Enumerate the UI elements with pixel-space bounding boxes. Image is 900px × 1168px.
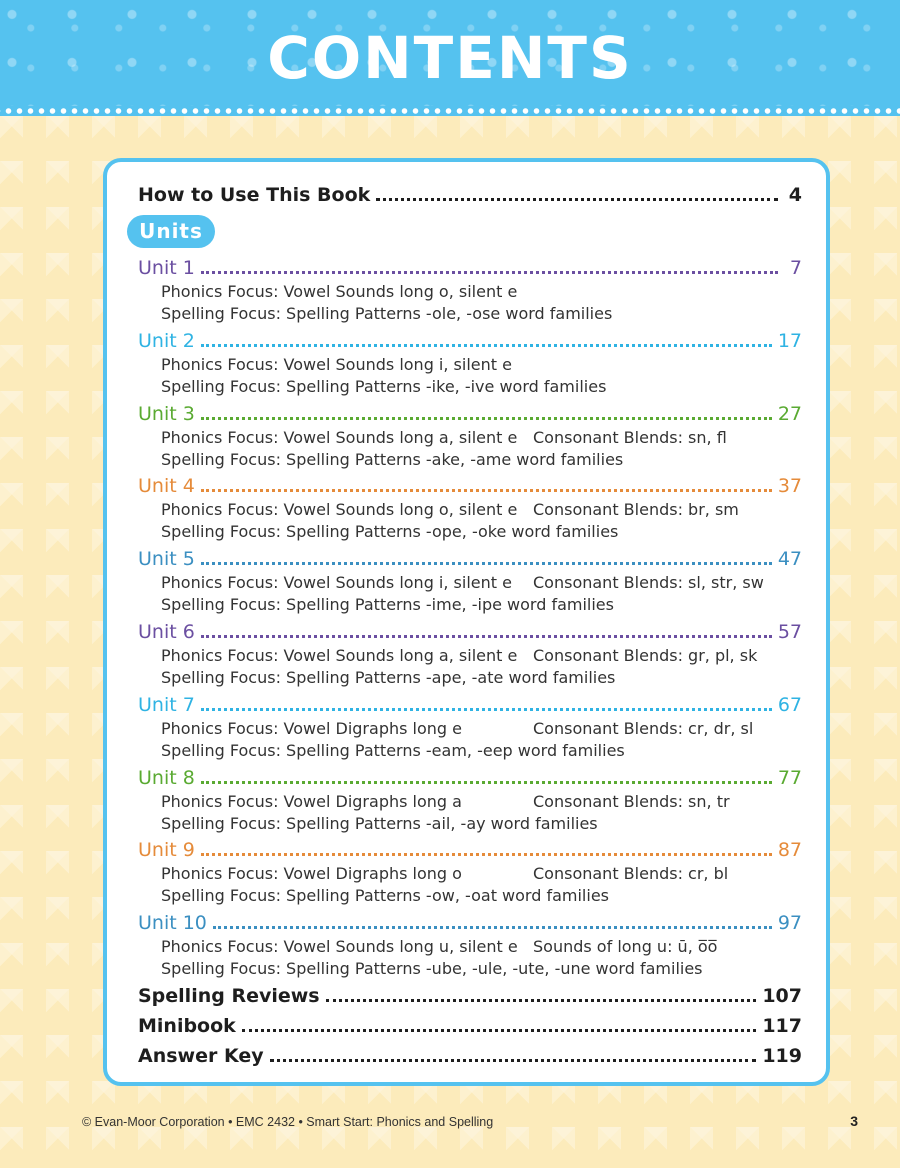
phonics-focus: Phonics Focus: Vowel Sounds long u, silent e — [161, 937, 518, 957]
phonics-focus-line — [161, 282, 517, 301]
toc-row-unit-8[interactable] — [138, 763, 802, 789]
phonics-focus-line — [161, 718, 754, 738]
toc-row-unit-3[interactable] — [138, 399, 802, 425]
dot-leader — [201, 562, 772, 565]
toc-label: Minibook — [138, 1015, 236, 1037]
toc-page: 107 — [762, 985, 802, 1007]
spelling-focus: Spelling Focus: Spelling Patterns -ake, -ame word families — [161, 449, 624, 469]
phonics-focus: Phonics Focus: Vowel Sounds long a, silent e — [161, 427, 518, 447]
unit-label: Unit 1 — [138, 257, 195, 279]
consonant-blends: Consonant Blends: cr, dr, sl — [533, 718, 754, 738]
spelling-focus: Spelling Focus: Spelling Patterns -ape, -ate word families — [161, 668, 616, 687]
phonics-focus: Phonics Focus: Vowel Digraphs long a — [161, 791, 462, 811]
toc-row-unit-1[interactable] — [138, 253, 802, 279]
unit-page: 27 — [777, 402, 802, 425]
unit-label: Unit 6 — [138, 621, 195, 643]
toc-row-back-1[interactable] — [138, 981, 802, 1007]
toc-page: 119 — [762, 1045, 802, 1067]
units-badge: Units — [127, 215, 215, 248]
dot-leader — [242, 1029, 757, 1032]
dot-leader — [270, 1059, 757, 1062]
toc-row-unit-5[interactable] — [138, 544, 802, 570]
phonics-focus-line — [161, 500, 739, 520]
spelling-focus: Spelling Focus: Spelling Patterns -ole, -ose word families — [161, 304, 613, 323]
dot-leader — [201, 344, 772, 347]
unit-page: 17 — [777, 329, 802, 352]
toc-row-unit-9[interactable] — [138, 835, 802, 861]
phonics-focus-line — [161, 791, 730, 811]
toc-label: Answer Key — [138, 1045, 264, 1067]
phonics-focus-line — [161, 427, 727, 447]
toc-row-unit-7[interactable] — [138, 690, 802, 716]
phonics-focus: Phonics Focus: Vowel Sounds long i, silent e — [161, 354, 512, 374]
dot-leader — [201, 781, 772, 784]
toc-row-back-3[interactable] — [138, 1041, 802, 1067]
phonics-focus: Phonics Focus: Vowel Sounds long o, silent e — [161, 500, 518, 520]
consonant-blends: Consonant Blends: sl, str, sw — [533, 573, 764, 593]
unit-label: Unit 4 — [138, 475, 195, 498]
phonics-focus: Phonics Focus: Vowel Sounds long a, silent e — [161, 646, 518, 665]
dot-leader — [201, 271, 778, 274]
consonant-blends: Consonant Blends: cr, bl — [533, 864, 729, 884]
dot-leader — [326, 999, 757, 1002]
phonics-focus: Phonics Focus: Vowel Digraphs long o — [161, 864, 462, 884]
dot-leader — [201, 635, 772, 638]
unit-label: Unit 8 — [138, 766, 195, 789]
phonics-focus: Phonics Focus: Vowel Sounds long i, silent e — [161, 573, 512, 593]
unit-page: 67 — [777, 693, 802, 716]
dot-leader — [201, 489, 772, 492]
spelling-focus: Spelling Focus: Spelling Patterns -ail, -ay word families — [161, 813, 598, 833]
dot-leader — [376, 198, 778, 201]
unit-page: 57 — [777, 621, 802, 643]
unit-page: 7 — [789, 257, 802, 279]
unit-page: 87 — [777, 839, 802, 862]
spelling-focus: Spelling Focus: Spelling Patterns -ope, -oke word families — [161, 522, 619, 542]
toc-row-unit-6[interactable] — [138, 617, 802, 643]
consonant-blends: Consonant Blends: br, sm — [533, 500, 739, 520]
unit-label: Unit 5 — [138, 548, 195, 571]
toc-row-how-to[interactable] — [138, 180, 802, 206]
footer-credit: © Evan-Moor Corporation • EMC 2432 • Smart Start: Phonics and Spelling — [82, 1115, 494, 1129]
unit-label: Unit 9 — [138, 839, 195, 862]
dot-leader — [213, 926, 772, 929]
toc-row-back-2[interactable] — [138, 1011, 802, 1037]
unit-label: Unit 2 — [138, 329, 195, 352]
consonant-blends: Sounds of long u: ū, o̅o̅ — [533, 937, 718, 957]
phonics-focus: Phonics Focus: Vowel Sounds long o, silent e — [161, 282, 518, 301]
unit-label: Unit 7 — [138, 693, 195, 716]
unit-label: Unit 3 — [138, 402, 195, 425]
spelling-focus: Spelling Focus: Spelling Patterns -ike, -ive word families — [161, 376, 607, 396]
spelling-focus: Spelling Focus: Spelling Patterns -ow, -oat word families — [161, 886, 609, 906]
spelling-focus: Spelling Focus: Spelling Patterns -eam, -eep word families — [161, 740, 625, 760]
consonant-blends: Consonant Blends: sn, fl — [533, 427, 727, 447]
phonics-focus-line — [161, 355, 512, 374]
phonics-focus-line — [161, 864, 729, 884]
spelling-focus: Spelling Focus: Spelling Patterns -ube, -ule, -ute, -une word families — [161, 959, 703, 979]
consonant-blends: Consonant Blends: sn, tr — [533, 791, 730, 811]
toc-row-unit-10[interactable] — [138, 908, 802, 934]
unit-page: 77 — [777, 766, 802, 789]
banner-dotted-edge — [0, 106, 900, 116]
phonics-focus-line — [161, 573, 764, 593]
toc-row-unit-2[interactable] — [138, 326, 802, 352]
page-title: CONTENTS — [267, 24, 633, 92]
spelling-focus: Spelling Focus: Spelling Patterns -ime, -ipe word families — [161, 595, 614, 615]
phonics-focus: Phonics Focus: Vowel Digraphs long e — [161, 718, 462, 738]
unit-label: Unit 10 — [138, 912, 207, 935]
unit-page: 97 — [777, 912, 802, 935]
page-number: 3 — [850, 1113, 858, 1129]
dot-leader — [201, 417, 772, 420]
toc-page: 4 — [788, 184, 802, 206]
unit-page: 47 — [777, 548, 802, 571]
unit-page: 37 — [777, 475, 802, 498]
dot-leader — [201, 853, 772, 856]
toc-label: How to Use This Book — [138, 184, 371, 206]
dot-leader — [201, 708, 772, 711]
consonant-blends: Consonant Blends: gr, pl, sk — [533, 646, 758, 665]
toc-page: 117 — [762, 1015, 802, 1037]
phonics-focus-line — [161, 646, 758, 665]
toc-label: Spelling Reviews — [138, 985, 320, 1007]
phonics-focus-line — [161, 937, 718, 957]
toc-row-unit-4[interactable] — [138, 471, 802, 497]
